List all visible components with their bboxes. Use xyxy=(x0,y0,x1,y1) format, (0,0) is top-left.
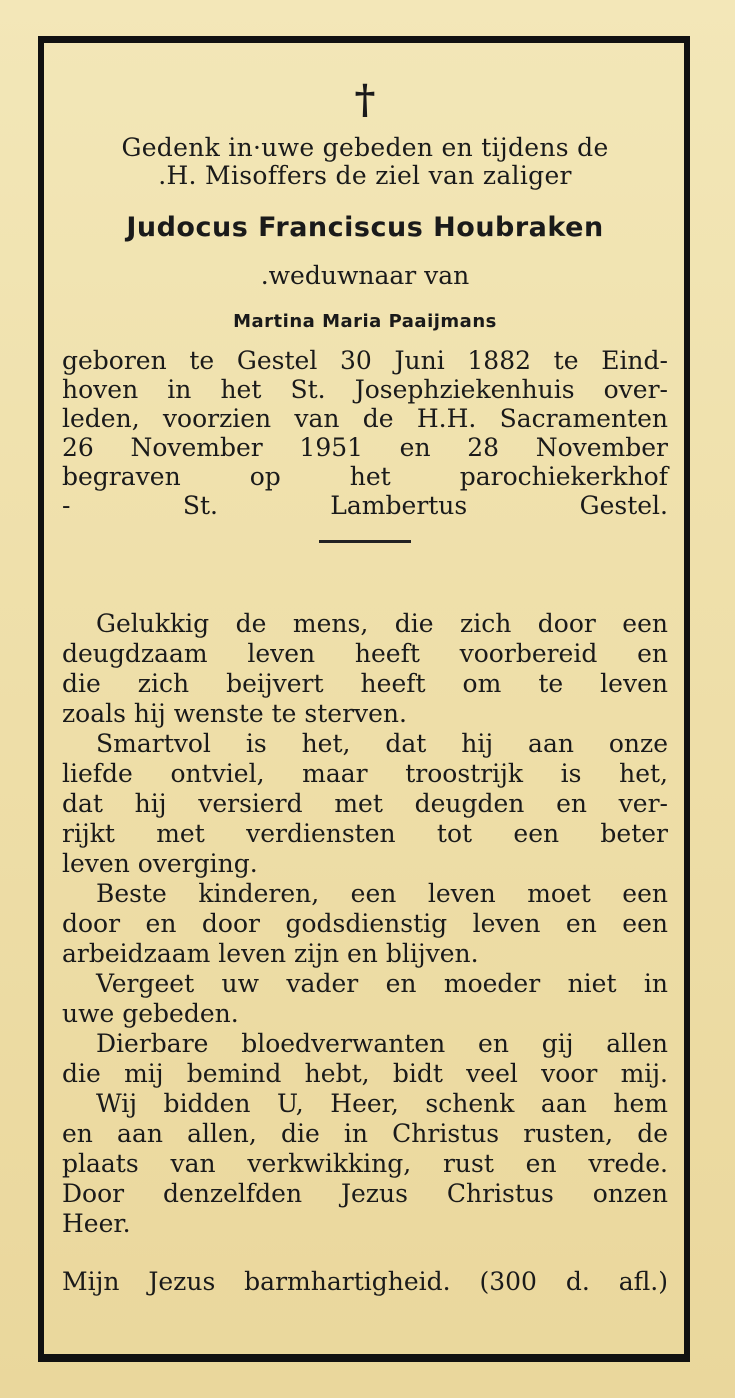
prayer-line: zoals hij wenste te sterven. xyxy=(62,699,407,728)
prayer-line: rijkt met verdiensten tot een beter xyxy=(62,819,668,848)
details-line: 26 November 1951 en 28 November xyxy=(62,433,668,462)
deceased-name: Judocus Franciscus Houbraken xyxy=(126,212,604,243)
prayer-line: Heer. xyxy=(62,1209,131,1238)
intro-line: Gedenk in·uwe gebeden en tijdens de xyxy=(121,133,609,162)
prayer-line: Vergeet uw vader en moeder niet in xyxy=(96,969,668,998)
prayer-line: uwe gebeden. xyxy=(62,999,239,1028)
prayer-line: liefde ontviel, maar troostrijk is het, xyxy=(62,759,668,788)
prayer-line: die mij bemind hebt, bidt veel voor mij. xyxy=(62,1059,668,1088)
prayer-line: Gelukkig de mens, die zich door een xyxy=(96,609,668,638)
prayer-line: Dierbare bloedverwanten en gij allen xyxy=(96,1029,668,1058)
spouse-name: Martina Maria Paaijmans xyxy=(233,311,497,332)
prayer-line: deugdzaam leven heeft voorbereid en xyxy=(62,639,668,668)
card-content xyxy=(62,78,668,1297)
details-line: hoven in het St. Josephziekenhuis over- xyxy=(62,375,668,404)
prayer-line: Smartvol is het, dat hij aan onze xyxy=(96,729,668,758)
divider-rule xyxy=(319,540,411,543)
cross-icon: † xyxy=(354,76,376,123)
prayer-line: Beste kinderen, een leven moet een xyxy=(96,879,668,908)
details-line: geboren te Gestel 30 Juni 1882 te Eind- xyxy=(62,346,668,375)
details-line: leden, voorzien van de H.H. Sacramenten xyxy=(62,404,668,433)
relation-text: .weduwnaar van xyxy=(260,261,470,290)
prayer-line: arbeidzaam leven zijn en blijven. xyxy=(62,939,479,968)
prayer-line: Wij bidden U, Heer, schenk aan hem xyxy=(96,1089,668,1118)
closing-line: Mijn Jezus barmhartigheid. (300 d. afl.) xyxy=(62,1267,668,1296)
details-line: - St. Lambertus Gestel. xyxy=(62,491,668,520)
prayer-line: dat hij versierd met deugden en ver- xyxy=(62,789,668,818)
prayer-line: leven overging. xyxy=(62,849,258,878)
closing-indulgence xyxy=(62,1267,668,1297)
birth-death-details xyxy=(62,346,668,520)
prayer-line: door en door godsdienstig leven en een xyxy=(62,909,668,938)
prayer-line: en aan allen, die in Christus rusten, de xyxy=(62,1119,668,1148)
details-line: begraven op het parochiekerkhof xyxy=(62,462,668,491)
prayer-line: plaats van verkwikking, rust en vrede. xyxy=(62,1149,668,1178)
prayer-line: die zich beijvert heeft om te leven xyxy=(62,669,668,698)
intro-text xyxy=(62,134,668,190)
prayer-line: Door denzelfden Jezus Christus onzen xyxy=(62,1179,668,1208)
intro-line: .H. Misoffers de ziel van zaliger xyxy=(158,161,572,190)
prayer-text xyxy=(62,609,668,1239)
